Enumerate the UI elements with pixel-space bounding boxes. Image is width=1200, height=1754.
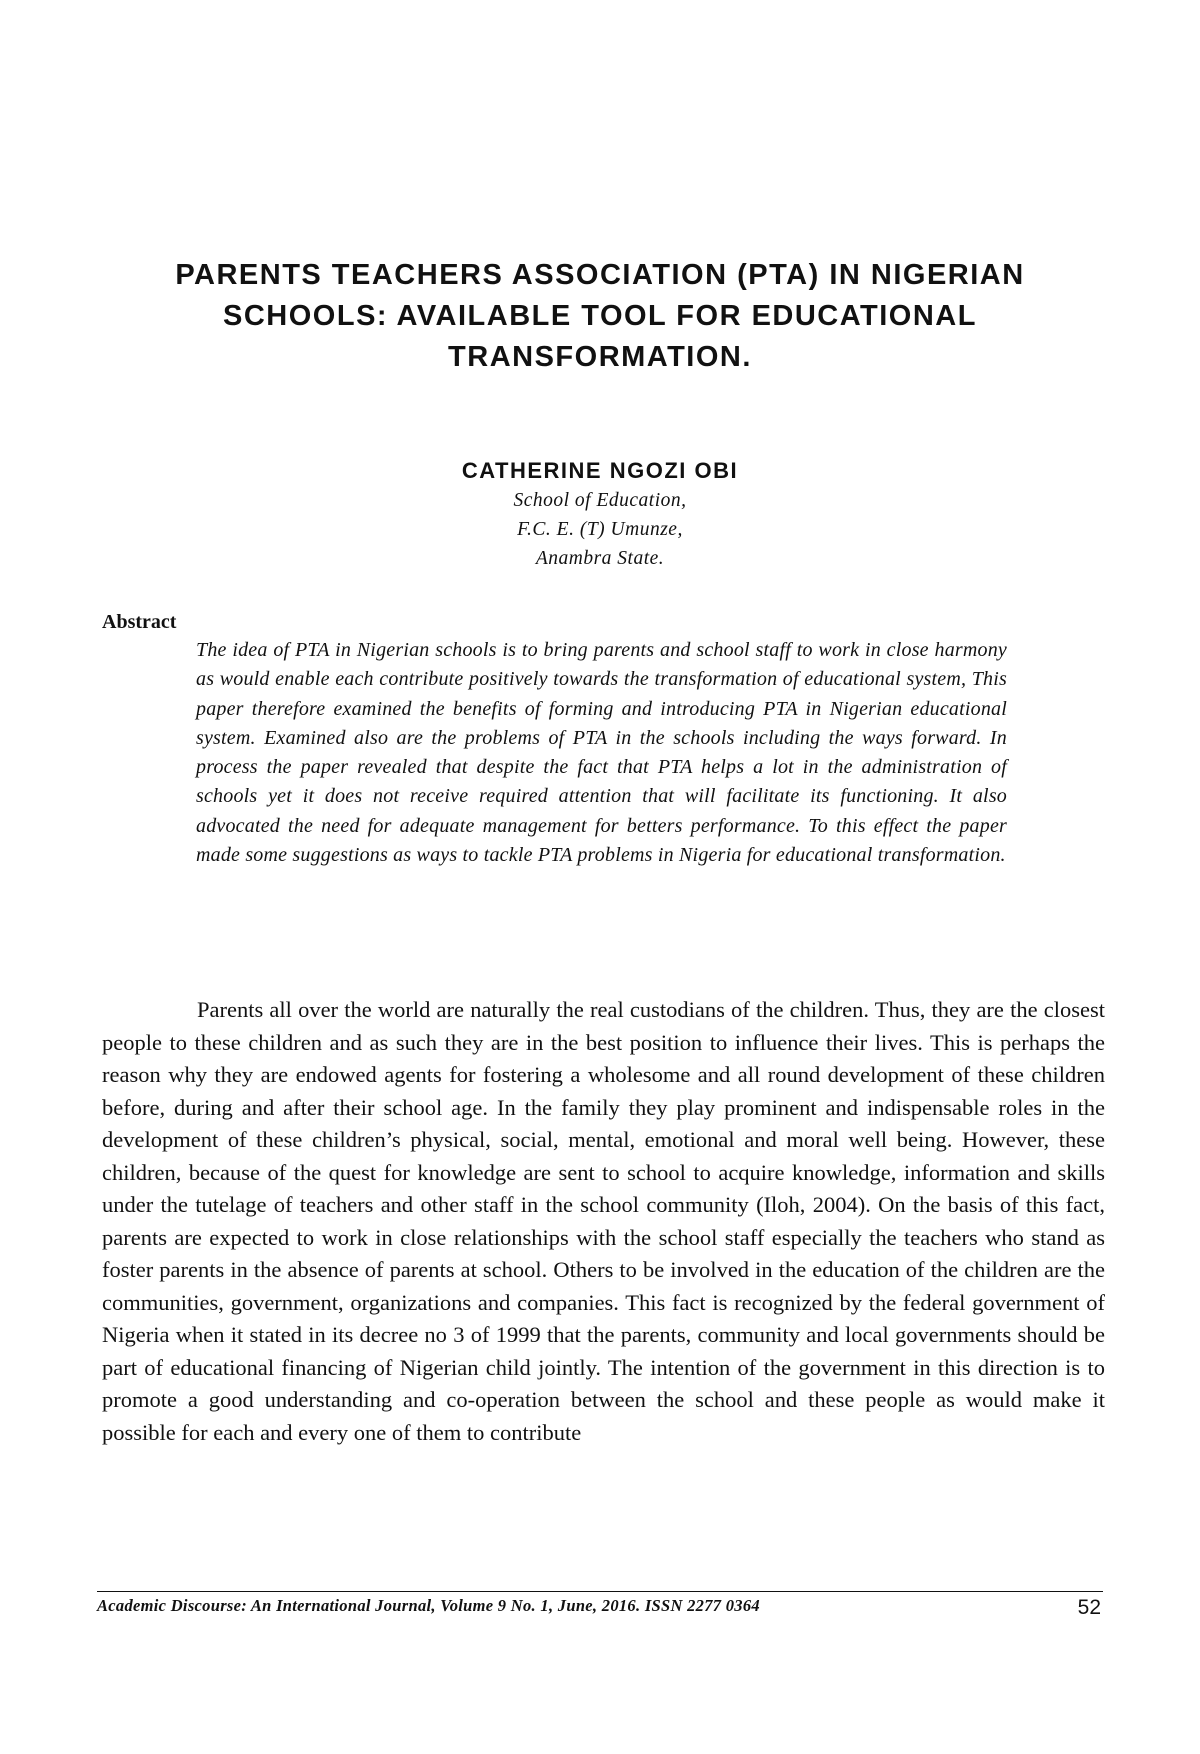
footer-divider — [97, 1591, 1103, 1592]
author-block — [300, 456, 900, 573]
title-line-3: TRANSFORMATION. — [448, 341, 752, 373]
body-paragraph: Parents all over the world are naturally the real custodians of the children. Thus, they are the closest people to these children and as such they are in the best position to influence their lives. This is perhaps the reason why they are endowed agents for fostering a wholesome and all round development of these children before, during and after their school age. In the family they play prominent and indispensable roles in the development of these children’s physical, social, mental, emotional and moral well being. However, these children, because of the quest for knowledge are sent to school to acquire knowledge, information and skills under the tutelage of teachers and other staff in the school community (Iloh, 2004). On the basis of this fact, parents are expected to work in close relationships with the school staff especially the teachers who stand as foster parents in the absence of parents at school. Others to be involved in the education of the children are the communities, government, organizations and companies. This fact is recognized by the federal government of Nigeria when it stated in its decree no 3 of 1999 that the parents, community and local governments should be part of educational financing of Nigerian child jointly. The intention of the government in this direction is to promote a good understanding and co-operation between the school and these people as would make it possible for each and every one of them to contribute — [102, 997, 1105, 1445]
title-line-1: PARENTS TEACHERS ASSOCIATION (PTA) IN NIGERIAN — [175, 259, 1025, 291]
affiliation-line-2: F.C. E. (T) Umunze, — [517, 519, 683, 540]
affiliation-line-1: School of Education, — [513, 490, 687, 511]
page-number: 52 — [1077, 1596, 1101, 1619]
abstract-text: The idea of PTA in Nigerian schools is to bring parents and school staff to work in close harmony as would enable each contribute positively towards the transformation of educational system, This paper therefore examined the benefits of forming and introducing PTA in Nigerian educational system. Examined also are the problems of PTA in the schools including the ways forward. In process the paper revealed that despite the fact that PTA helps a lot in the administration of schools yet it does not receive required attention that will facilitate its functioning. It also advocated the need for adequate management for betters performance. To this effect the paper made some suggestions as ways to tackle PTA problems in Nigeria for educational transformation. — [196, 639, 1007, 867]
footer-citation: Academic Discourse: An International Journal, Volume 9 No. 1, June, 2016. ISSN 2277 0364 — [97, 1596, 760, 1615]
author-name: CATHERINE NGOZI OBI — [461, 458, 739, 483]
paper-title — [100, 255, 1100, 378]
title-line-2: SCHOOLS: AVAILABLE TOOL FOR EDUCATIONAL — [223, 300, 977, 332]
abstract-heading: Abstract — [102, 611, 177, 633]
affiliation-line-3: Anambra State. — [535, 548, 665, 569]
author-affiliation — [300, 486, 900, 573]
